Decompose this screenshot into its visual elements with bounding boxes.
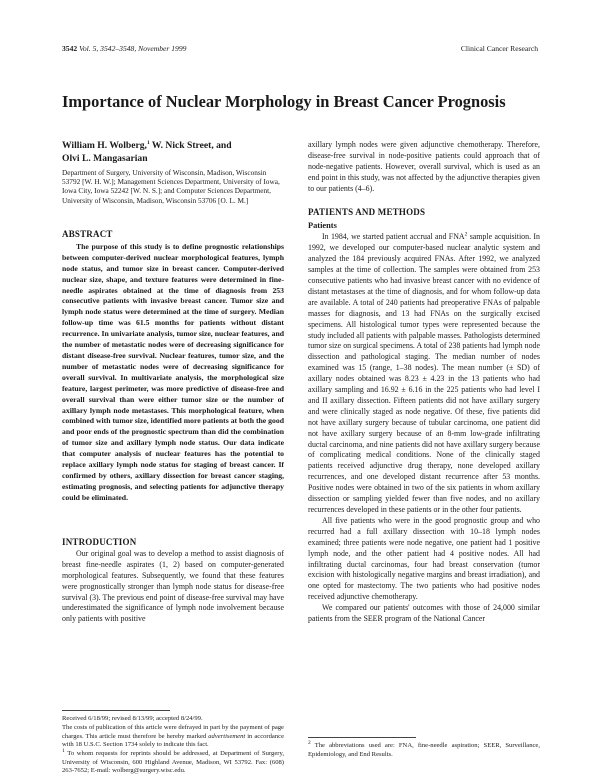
introduction-section [62,537,284,625]
methods-heading: PATIENTS AND METHODS [308,206,426,217]
author-3: Olvi L. Mangasarian [62,152,148,164]
page-number: 3542 [62,44,78,53]
article-title: Importance of Nuclear Morphology in Breast Cancer Prognosis [62,92,506,111]
journal-name: Clinical Cancer Research [460,44,538,53]
patients-subheading: Patients [308,221,337,231]
running-head [62,44,538,56]
author-2: W. Nick Street, and [149,140,232,151]
publication-cost-note: The costs of publication of this article were defrayed in part by the payment of page charges. This article must therefore be hereby marked advertisement in accordance with 18 U.S.C. Section 1734 solely to indicate this fact. [62,724,284,748]
right-column [308,140,540,625]
author-1: William H. Wolberg, [62,140,147,151]
received-dates: Received 6/18/99; revised 8/13/99; accepted 8/24/99. [62,715,203,722]
footnote-rule-right [308,737,416,738]
reprint-footnote: $^1$ To whom requests for reprints should be addressed, at Department of Surgery, University of Wisconsin, 600 Highland Avenue, Madison, WI 53792. Fax: (608) 263-7652; E-mail: wolberg@surgery.wisc.edu. [62,747,284,774]
footnote-marker-1: 1 [146,139,150,146]
running-head-left [62,44,186,53]
affiliation: Department of Surgery, University of Wisconsin, Madison, Wisconsin 53792 [W. H. W.]; Management Sciences Department, University of Iowa, Iowa City, Iowa 52242 [W. N. S.]; and Computer Sciences Department, University of Wisconsin, Madison, Wisconsin 53706 [O. L. M.] [62,168,280,205]
intro-continuation: axillary lymph nodes were given adjunctive chemotherapy. Therefore, disease-free survival in node-positive patients could approach that of node-negative patients. However, overall survival, which is used as an end point in this study, was not affected by the adjunctive therapies given to our patients (4–6). [308,140,540,193]
abstract-heading: ABSTRACT [62,229,113,239]
patients-paragraph-3: We compared our patients' outcomes with those of 24,000 similar patients from the SEER program of the National Cancer [308,603,540,624]
footnotes-left [62,715,284,776]
abstract-section [62,229,284,504]
journal-citation: Vol. 5, 3542–3548, November 1999 [79,44,187,53]
author-line-1 [62,140,284,153]
author-list [62,140,284,165]
introduction-heading: INTRODUCTION [62,537,137,547]
patients-paragraph-1: In 1984, we started patient accrual and FNA$^2$ sample acquisition. In 1992, we developed our computer-based nuclear analytic system and analyzed the 184 previously acquired FNAs. After 1992, we analyzed samples at the time of collection. The samples were obtained from 253 consecutive patients who had invasive breast cancer with no evidence of distant metastases at the time of diagnosis, and for whom follow-up data are available. A total of 240 patients had preoperative FNAs of palpable masses for diagnosis, and 13 had FNAs on the surgically excised specimens. All histological tumor types were represented because the study included all patients with palpable masses. Pathologists determined tumor size on surgical specimens. A total of 238 patients had lymph node dissection and pathological staging. The median number of nodes examined was 15 (range, 1–38 nodes). The mean number (± SD) of axillary nodes obtained was 8.23 ± 4.23 in the 13 patients who had axillary sampling and 16.92 ± 6.16 in the 225 patients who had level I and II axillary dissection. Fifteen patients did not have axillary surgery and were clinically staged as node negative. Of these, five patients did not have axillary surgery because of tubular carcinoma, one patient did not have axillary surgery because of an 8-mm low-grade infiltrating ductal carcinoma, and nine patients did not have axillary surgery because of complicating medical conditions. None of the clinically staged patients received adjunctive drug therapy, none developed axillary recurrences, and one developed distant recurrence after 53 months. Positive nodes were obtained in two of the six patients in whom axillary dissection or sampling yielded fewer than five nodes, and no axillary recurrences developed in these patients or in the other four patients. [308,231,540,514]
abstract-body: The purpose of this study is to define prognostic relationships between computer-derived nuclear morphological features, lymph node status, and tumor size in breast cancer. Computer-derived nuclear size, shape, and texture features were determined in fine-needle aspirates obtained at the time of diagnosis from 253 consecutive patients with invasive breast cancer. Tumor size and lymph node status were determined at the time of surgery. Median follow-up time was 61.5 months for patients without distant recurrence. In univariate analysis, tumor size, nuclear features, and the number of metastatic nodes were of decreasing significance for distant disease-free survival. Nuclear features, tumor size, and the number of metastatic nodes were of decreasing significance for overall survival. In multivariate analysis, the morphological size feature, largest perimeter, was more predictive of disease-free and overall survival than were either tumor size or the number of axillary lymph node metastases. This morphological feature, when combined with tumor size, identified more patients at both the good and poor ends of the prognostic spectrum than did the combination of tumor size and axillary lymph node status. Our data indicate that computer analysis of nuclear features has the potential to replace axillary lymph node status for staging of breast cancer. If confirmed by others, axillary dissection for breast cancer staging, estimating prognosis, and selecting patients for adjunctive therapy could be eliminated. [62,241,284,502]
introduction-body: Our original goal was to develop a method to assist diagnosis of breast fine-needle aspirates (1, 2) based on computer-generated morphological features. Subsequently, we found that these features were prognostically stronger than lymph node status for disease-free survival (3). The previous end point of disease-free survival may have underestimated the significance of lymph node involvement because only patients with positive [62,548,284,624]
footnote-abbreviations: $^2$ The abbreviations used are: FNA, fine-needle aspiration; SEER, Surveillance, Epidemiology, and End Results. [308,739,540,758]
footnote-rule-left [62,710,170,711]
patients-paragraph-2: All five patients who were in the good prognostic group and who recurred had a full axillary dissection with 10–18 lymph nodes examined; three patients were node negative, one patient had 1 positive lymph node, and the other patient had 4 positive nodes. All had infiltrating ductal carcinomas, four had breast conservation (tumor excision with histologically negative margins and breast irradiation), and one opted for mastectomy. The two patients who had positive nodes received adjunctive chemotherapy. [308,515,540,602]
